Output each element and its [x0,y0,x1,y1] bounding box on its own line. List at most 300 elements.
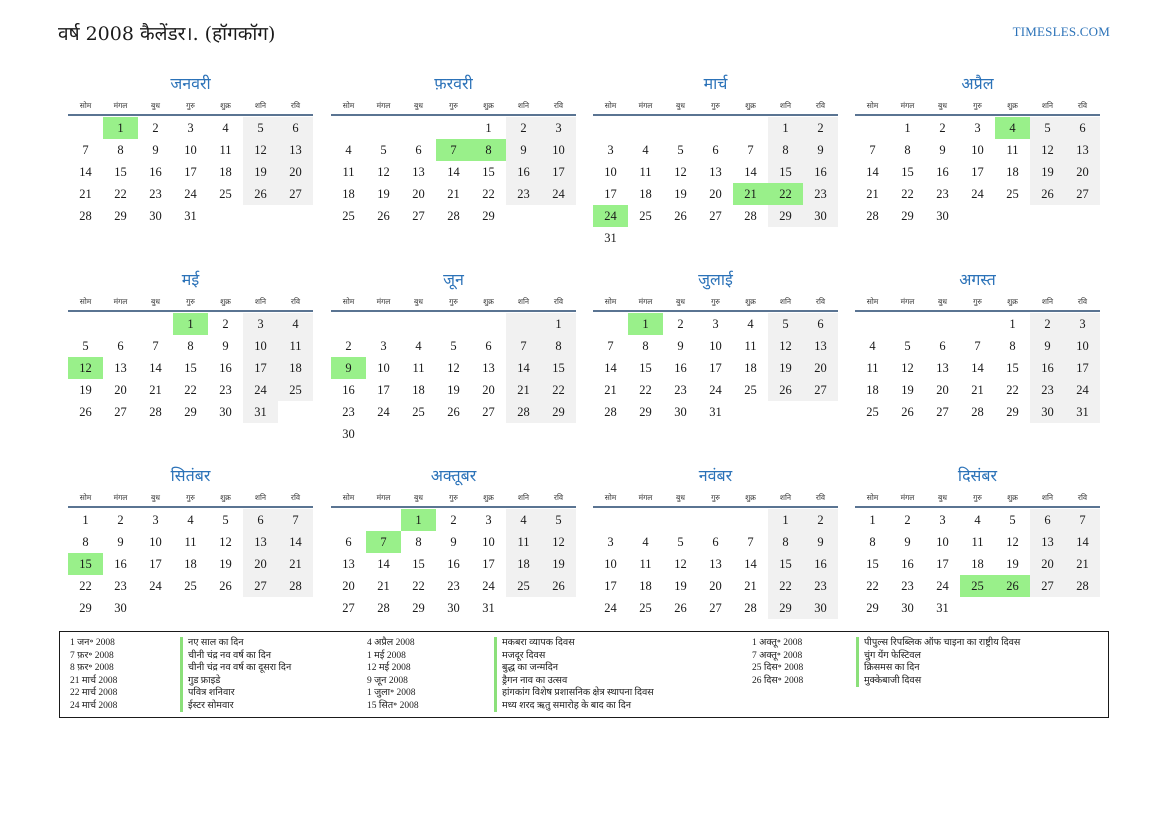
day-cell: 15 [768,553,803,575]
empty-cell [960,205,995,227]
weekday-header [593,295,838,309]
day-cell: 14 [971,361,984,375]
day-cell: 13 [709,557,722,571]
empty-cell [593,117,628,139]
header-rule [855,114,1100,116]
day-cell: 21 [744,579,757,593]
day-cell: 30 [803,205,838,227]
day-cell: 26 [79,405,92,419]
weekday-label: शुक्र [1007,101,1018,110]
day-cell: 8 [117,143,124,157]
day-cell: 11 [744,339,757,353]
day-cell: 17 [1065,357,1100,379]
weekday-label: रवि [290,297,301,306]
day-cell: 19 [219,557,232,571]
day-cell: 15 [541,357,576,379]
day-cell: 24 [1065,379,1100,401]
empty-cell [506,205,541,227]
weekday-label: बुध [414,493,423,502]
header-rule [593,310,838,312]
day-cell: 29 [768,597,803,619]
day-cell: 16 [447,557,460,571]
header-rule [855,310,1100,312]
day-grid [593,313,838,423]
weekday-label: रवि [815,297,826,306]
day-cell: 27 [412,209,425,223]
weekday-label: शनि [517,297,530,306]
day-cell: 26 [1030,183,1065,205]
day-cell: 10 [971,143,984,157]
header-rule [68,506,313,508]
empty-cell [803,227,838,249]
holiday-date: 25 दिस॰ 2008 [752,663,804,673]
day-cell: 14 [744,557,757,571]
day-cell: 29 [768,205,803,227]
weekday-label: बुध [676,101,685,110]
day-cell: 12 [447,361,460,375]
day-cell: 25 [219,187,232,201]
empty-cell [506,597,541,619]
day-cell: 15 [184,361,197,375]
weekday-header [68,99,313,113]
day-cell: 31 [482,601,495,615]
day-cell: 29 [79,601,92,615]
day-cell: 13 [482,361,495,375]
day-cell: 29 [639,405,652,419]
day-cell: 3 [380,339,387,353]
day-grid [331,313,576,445]
day-cell: 17 [149,557,162,571]
weekday-label: सोम [866,101,879,110]
day-cell: 3 [243,313,278,335]
day-cell: 23 [342,405,355,419]
site-link[interactable]: TIMESLES.COM [1012,24,1110,39]
day-cell: 23 [149,187,162,201]
day-cell: 23 [219,383,232,397]
day-cell: 29 [114,209,127,223]
empty-cell [855,117,890,139]
day-cell: 22 [412,579,425,593]
day-cell: 15 [639,361,652,375]
day-cell: 22 [114,187,127,201]
day-cell: 21 [866,187,879,201]
weekday-label: सोम [342,101,355,110]
empty-cell [401,313,436,335]
weekday-label: शुक्र [483,493,494,502]
day-cell: 19 [901,383,914,397]
day-cell: 12 [674,165,687,179]
day-cell: 16 [219,361,232,375]
month-calendar [593,465,838,619]
day-cell: 18 [412,383,425,397]
day-cell: 1 [768,117,803,139]
empty-cell [541,423,576,445]
day-cell: 2 [803,509,838,531]
day-cell: 20 [412,187,425,201]
day-grid [331,117,576,227]
day-cell: 18 [971,557,984,571]
weekday-label: गुरु [711,493,720,502]
day-cell: 28 [377,601,390,615]
day-cell: 30 [674,405,687,419]
day-cell: 15 [901,165,914,179]
day-cell: 25 [639,601,652,615]
month-name: दिसंबर [957,466,998,485]
day-cell: 4 [415,339,422,353]
empty-cell [366,313,401,335]
weekday-label: शनि [779,297,792,306]
empty-cell [208,205,243,227]
empty-cell [1065,597,1100,619]
day-cell: 18 [278,357,313,379]
weekday-label: शुक्र [483,101,494,110]
day-cell: 3 [607,535,614,549]
empty-cell [278,205,313,227]
day-cell: 16 [901,557,914,571]
day-cell: 27 [803,379,838,401]
day-cell: 19 [541,553,576,575]
weekday-label: शनि [517,493,530,502]
weekday-label: मंगल [113,101,128,110]
day-cell: 10 [541,139,576,161]
day-cell: 21 [149,383,162,397]
day-cell: 5 [1030,117,1065,139]
day-cell: 22 [1006,383,1019,397]
empty-cell [138,597,173,619]
day-cell: 24 [243,379,278,401]
day-cell: 27 [1030,575,1065,597]
day-cell: 17 [482,557,495,571]
day-cell: 31 [243,401,278,423]
day-cell: 22 [184,383,197,397]
day-cell: 26 [447,405,460,419]
day-cell: 7 [869,143,876,157]
day-cell: 29 [412,601,425,615]
day-cell: 14 [604,361,617,375]
day-cell: 28 [149,405,162,419]
weekday-label: सोम [342,493,355,502]
day-cell: 25 [866,405,879,419]
holiday-name: बुद्ध का जन्मदिन [494,662,654,675]
day-cell: 10 [482,535,495,549]
empty-cell [138,313,173,335]
empty-cell [995,205,1030,227]
day-cell: 13 [342,557,355,571]
day-cell: 31 [1065,401,1100,423]
day-grid [331,509,576,619]
day-cell: 14 [377,557,390,571]
day-cell: 27 [114,405,127,419]
day-cell: 18 [219,165,232,179]
day-cell: 6 [712,535,719,549]
day-cell: 1 [82,513,89,527]
empty-cell [663,117,698,139]
holiday-name: ड्रैगन नाव का उत्सव [494,675,654,688]
day-cell: 14 [149,361,162,375]
day-cell: 31 [709,405,722,419]
holiday-date: 1 मई 2008 [367,650,406,661]
day-cell: 14 [866,165,879,179]
day-cell: 19 [1006,557,1019,571]
day-cell: 27 [243,575,278,597]
day-cell: 2 [222,317,229,331]
day-cell: 22 [866,579,879,593]
holiday-date: 9 जून 2008 [367,675,408,686]
day-cell: 12 [674,557,687,571]
day-cell: 26 [377,209,390,223]
day-cell: 7 [366,531,401,553]
empty-cell [471,423,506,445]
day-cell: 17 [604,187,617,201]
day-cell: 21 [377,579,390,593]
month-calendar [855,73,1100,227]
day-cell: 26 [541,575,576,597]
empty-cell [243,597,278,619]
weekday-label: शनि [517,101,530,110]
header-rule [68,114,313,116]
day-cell: 15 [768,161,803,183]
weekday-label: सोम [604,101,617,110]
day-cell: 22 [768,183,803,205]
day-cell: 25 [1006,187,1019,201]
day-cell: 18 [744,361,757,375]
empty-cell [278,597,313,619]
weekday-label: रवि [290,493,301,502]
day-cell: 6 [712,143,719,157]
day-cell: 3 [712,317,719,331]
day-cell: 18 [506,553,541,575]
empty-cell [401,117,436,139]
day-cell: 21 [604,383,617,397]
day-cell: 28 [744,209,757,223]
day-cell: 1 [103,117,138,139]
day-cell: 23 [936,187,949,201]
weekday-header [68,295,313,309]
day-cell: 16 [803,161,838,183]
day-cell: 29 [901,209,914,223]
holiday-name: मुक्केबाजी दिवस [856,675,1020,688]
day-cell: 8 [541,335,576,357]
day-cell: 27 [482,405,495,419]
day-cell: 6 [939,339,946,353]
empty-cell [768,227,803,249]
day-cell: 24 [604,601,617,615]
holiday-dates-column [752,637,803,687]
weekday-label: गुरु [186,297,195,306]
day-grid [68,313,313,423]
empty-cell [925,313,960,335]
day-cell: 7 [1065,509,1100,531]
empty-cell [1030,205,1065,227]
day-cell: 28 [1065,575,1100,597]
weekday-label: शनि [779,493,792,502]
day-cell: 21 [278,553,313,575]
day-cell: 7 [747,143,754,157]
holiday-dates-column [70,637,117,712]
day-cell: 30 [149,209,162,223]
empty-cell [698,509,733,531]
empty-cell [68,117,103,139]
weekday-label: सोम [79,297,92,306]
month-calendar [593,73,838,249]
day-cell: 17 [971,165,984,179]
month-calendar [68,73,313,227]
day-cell: 2 [803,117,838,139]
weekday-label: बुध [151,493,160,502]
day-cell: 29 [866,601,879,615]
day-cell: 16 [149,165,162,179]
day-cell: 1 [768,509,803,531]
weekday-label: शनि [1041,297,1054,306]
holiday-date: 15 सित॰ 2008 [367,700,419,711]
day-cell: 28 [506,401,541,423]
day-cell: 27 [709,601,722,615]
day-cell: 11 [278,335,313,357]
day-cell: 10 [604,165,617,179]
day-cell: 9 [506,139,541,161]
weekday-label: बुध [938,101,947,110]
day-cell: 9 [939,143,946,157]
day-cell: 30 [342,427,355,441]
day-cell: 12 [1006,535,1019,549]
day-cell: 27 [709,209,722,223]
weekday-label: मंगल [638,493,653,502]
empty-cell [68,313,103,335]
day-cell: 28 [604,405,617,419]
empty-cell [733,401,768,423]
day-cell: 26 [219,579,232,593]
weekday-label: शनि [1041,493,1054,502]
day-cell: 15 [68,553,103,575]
weekday-label: रवि [553,493,564,502]
day-cell: 9 [1030,335,1065,357]
holiday-date: 21 मार्च 2008 [70,675,118,686]
day-cell: 6 [485,339,492,353]
empty-cell [436,117,471,139]
day-cell: 11 [342,165,355,179]
weekday-label: शुक्र [220,101,231,110]
day-cell: 23 [1030,379,1065,401]
day-cell: 8 [869,535,876,549]
empty-cell [698,227,733,249]
day-cell: 20 [709,187,722,201]
day-cell: 4 [187,513,194,527]
empty-cell [103,313,138,335]
day-cell: 5 [1009,513,1016,527]
weekday-label: मंगल [638,101,653,110]
weekday-label: गुरु [449,493,458,502]
day-cell: 20 [803,357,838,379]
day-cell: 16 [936,165,949,179]
day-cell: 17 [936,557,949,571]
empty-cell [628,227,663,249]
empty-cell [593,313,628,335]
day-grid [855,117,1100,227]
empty-cell [1030,597,1065,619]
day-cell: 9 [904,535,911,549]
holiday-list [59,631,1109,718]
month-calendar [855,465,1100,619]
day-grid [593,117,838,249]
weekday-header [855,491,1100,505]
weekday-label: बुध [414,297,423,306]
day-cell: 2 [152,121,159,135]
empty-cell [1065,205,1100,227]
day-cell: 26 [674,209,687,223]
day-cell: 14 [1065,531,1100,553]
day-cell: 8 [1009,339,1016,353]
day-cell: 12 [377,165,390,179]
day-cell: 9 [152,143,159,157]
weekday-header [331,99,576,113]
day-cell: 5 [904,339,911,353]
weekday-label: शनि [254,101,267,110]
day-cell: 24 [377,405,390,419]
weekday-label: सोम [866,297,879,306]
weekday-label: मंगल [900,297,915,306]
weekday-label: सोम [604,297,617,306]
holiday-name: चीनी चंद्र नव वर्ष का दूसरा दिन [180,662,291,675]
weekday-label: मंगल [113,297,128,306]
day-cell: 14 [79,165,92,179]
empty-cell [506,313,541,335]
day-cell: 8 [187,339,194,353]
day-cell: 12 [243,139,278,161]
day-cell: 21 [506,379,541,401]
weekday-label: शुक्र [745,493,756,502]
weekday-label: रवि [815,493,826,502]
day-cell: 18 [639,187,652,201]
day-cell: 9 [677,339,684,353]
holiday-name: मध्य शरद ऋतु समारोह के बाद का दिन [494,700,654,713]
day-cell: 5 [82,339,89,353]
page-title: वर्ष 2008 कैलेंडर।. (हॉगकॉग) [58,23,276,45]
month-calendar [331,269,576,445]
day-cell: 19 [674,579,687,593]
day-cell: 4 [747,317,754,331]
day-cell: 19 [377,187,390,201]
day-cell: 1 [173,313,208,335]
day-cell: 18 [342,187,355,201]
day-cell: 11 [639,557,652,571]
day-cell: 5 [450,339,457,353]
weekday-label: गुरु [973,101,982,110]
day-cell: 11 [866,361,879,375]
weekday-label: गुरु [973,493,982,502]
weekday-label: बुध [676,493,685,502]
day-grid [855,313,1100,423]
day-cell: 23 [901,579,914,593]
weekday-label: शुक्र [1007,493,1018,502]
empty-cell [995,597,1030,619]
day-cell: 10 [149,535,162,549]
weekday-label: मंगल [900,493,915,502]
day-cell: 8 [768,531,803,553]
day-cell: 4 [222,121,229,135]
weekday-header [331,295,576,309]
day-cell: 30 [219,405,232,419]
month-calendar [331,465,576,619]
day-cell: 14 [447,165,460,179]
day-cell: 29 [1006,405,1019,419]
day-cell: 26 [901,405,914,419]
empty-cell [890,313,925,335]
day-cell: 19 [243,161,278,183]
day-cell: 20 [709,579,722,593]
day-cell: 8 [82,535,89,549]
day-cell: 28 [447,209,460,223]
holiday-name: चुंग येंग फेस्टिवल [856,650,1020,663]
